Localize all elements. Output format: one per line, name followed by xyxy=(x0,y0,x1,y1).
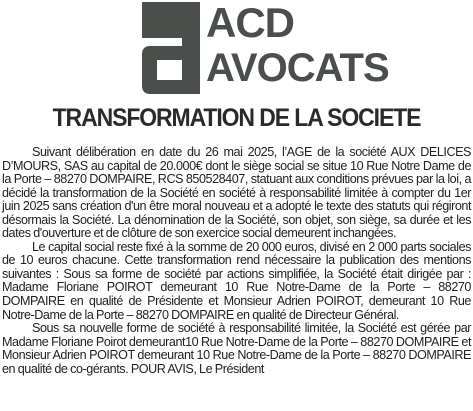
notice-body xyxy=(2,146,471,376)
logo-text-avocats: AVOCATS xyxy=(206,46,389,90)
notice-title: TRANSFORMATION DE LA SOCIETE xyxy=(52,104,421,132)
notice-paragraph-2: Le capital social reste fixé à la somme de 20 000 euros, divisé en 2 000 parts sociales de 10 euros chacune. Cette transformation rend nécessaire la publication des mentions suivantes : Sous sa forme de société par actions simplifiée, la Société était dirigée par : Madame Floriane POIROT demeurant 10 Rue Notre-Dame de la Porte – 88270 DOMPAIRE en qualité de Présidente et Monsieur Adrien POIROT, demeurant 10 Rue Notre-Dame de la Porte – 88270 DOMPAIRE en qualité de Directeur Général. xyxy=(2,239,471,322)
notice-paragraph-1: Suivant délibération en date du 26 mai 2025, l’AGE de la société AUX DELICES D’MOURS, SAS au capital de 20.000€ dont le siège social se situe 10 Rue Notre Dame de la Porte – 88270 DOMPAIRE, RCS 850528407, statuant aux conditions prévues par la loi, a décidé la transformation de la Société en société à responsabilité limitée à compter du 1er juin 2025 sans création d'un être moral nouveau et a adopté le texte des statuts qui régiront désormais la Société. La dénomination de la Société, son objet, son siège, sa durée et les dates d'ouverture et de clôture de son exercice social demeurent inchangées. xyxy=(2,145,471,241)
logo-text-acd: ACD xyxy=(206,0,294,46)
acd-avocats-logo xyxy=(142,0,389,94)
notice-paragraph-3: Sous sa nouvelle forme de société à responsabilité limitée, la Société est gérée par Madame Floriane Poirot demeurant10 Rue Notre-Dame de la Porte – 88270 DOMPAIRE et Monsieur Adrien POIROT demeurant 10 Rue Notre-Dame de la Porte – 88270 DOMPAIRE en qualité de co-gérants. POUR AVIS, Le Président xyxy=(2,321,471,376)
acd-logo-mark-icon xyxy=(142,2,200,94)
